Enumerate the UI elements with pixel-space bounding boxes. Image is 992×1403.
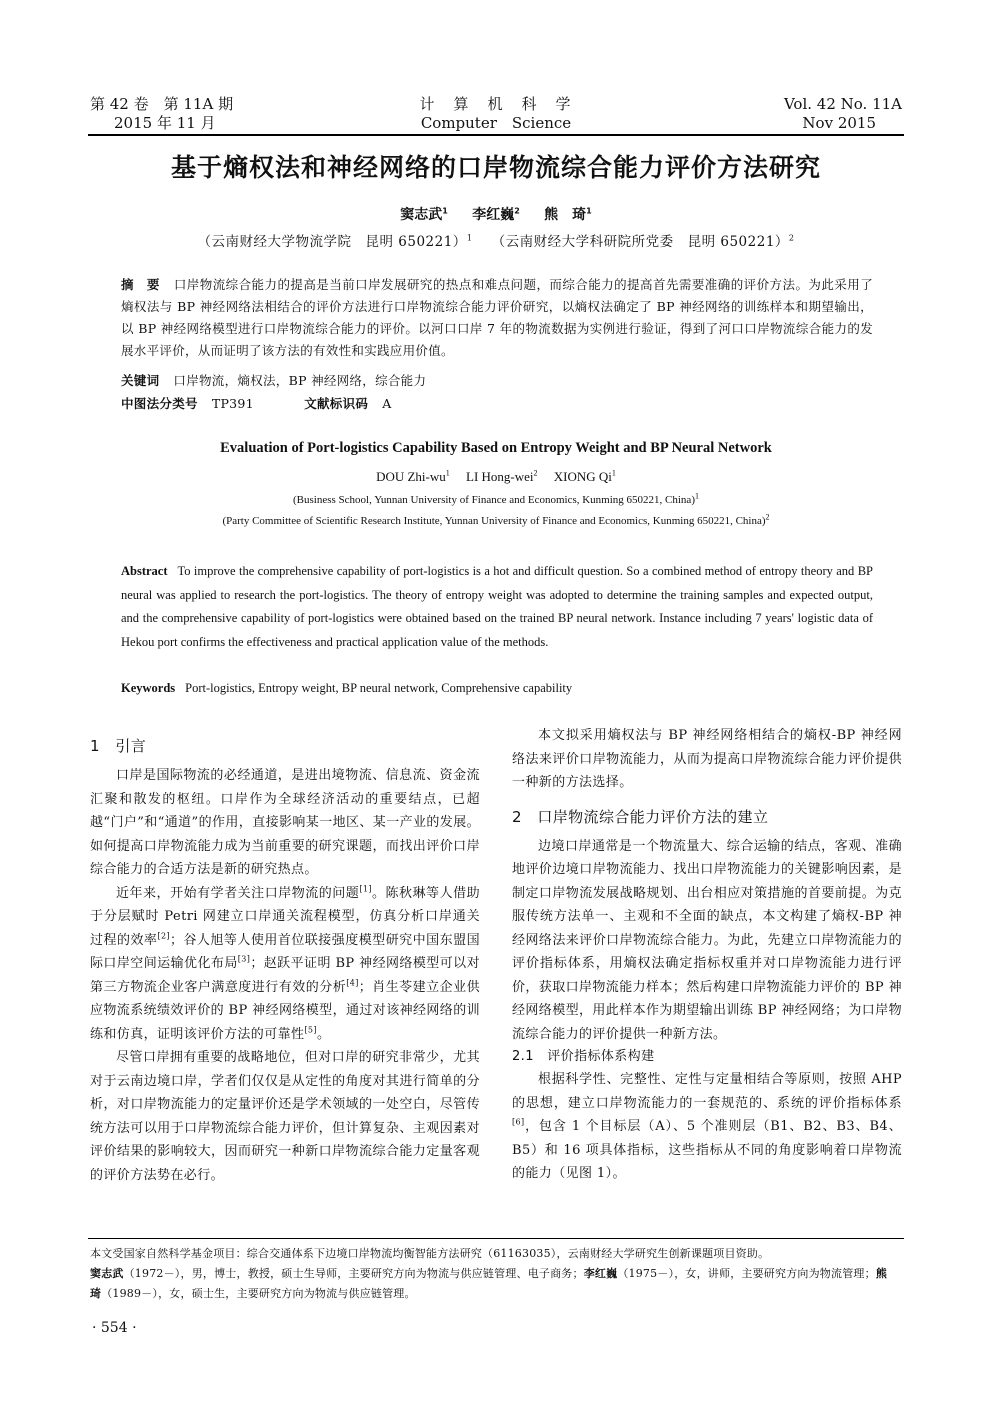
funding-note: 本文受国家自然科学基金项目：综合交通体系下边境口岸物流均衡智能方法研究（61163035），云南财经大学研究生创新课题项目资助。 [90,1247,770,1260]
author-bios: 窦志武（1972－），男，博士，教授，硕士生导师，主要研究方向为物流与供应链管理、电子商务；李红巍（1975－），女，讲师，主要研究方向为物流管理；熊 琦（1989－），女，硕士生，主要研究方向为物流与供应链管理。 [90,1267,899,1300]
header-rule [88,134,904,136]
abstract-en-label: Abstract [121,564,168,578]
affiliation: （云南财经大学科研院所党委 昆明 650221） [491,234,789,250]
abstract-en [121,560,873,654]
left-column [90,724,480,1187]
affiliation: （云南财经大学物流学院 昆明 650221） [197,234,467,250]
journal-name-en: Computer Science [420,114,572,132]
authors-cn: 窦志武$^1$ 李红巍$^2$ 熊 琦$^1$ [400,206,592,223]
keywords-cn [121,370,873,392]
paragraph: 本文拟采用熵权法与 BP 神经网络相结合的熵权-BP 神经网络法来评价口岸物流能力，从而为提高口岸物流综合能力评价提供一种新的方法选择。 [512,728,902,790]
author-name: 熊 琦 [544,207,587,223]
doc-code-label: 文献标识码 [304,396,369,411]
abstract-text: 口岸物流综合能力的提高是当前口岸发展研究的热点和难点问题，而综合能力的提高首先需要准确的评价方法。为此采用了熵权法与 BP 神经网络法相结合的评价方法进行口岸物流综合能力评价研究，以熵权法确定了 BP 神经网络的训练样本和期望输出，以 BP 神经网络模型进行口岸物流综合能力的评价。以河口口岸 7 年的物流数据为实例进行验证，得到了河口口岸物流综合能力的发展水平评价，从而证明了该方法的有效性和实践应用价值。 [121,277,874,358]
section-heading: 1 引言 [90,737,147,755]
paragraph: 根据科学性、完整性、定性与定量相结合等原则，按照 AHP 的思想，建立口岸物流能力的一套规范的、系统的评价指标体系[6]，包含 1 个目标层（A）、5 个准则层（B1、B2、B3、B4、B5）和 16 项具体指标，这些指标从不同的角度影响着口岸物流的能力（见图 1）。 [512,1072,902,1181]
journal-volume-en [700,95,902,133]
classification-line [121,393,873,415]
abstract-label: 摘 要 [121,277,160,292]
journal-name [396,95,596,133]
journal-volume-issue [90,95,290,133]
journal-name-cn: 计 算 机 科 学 [419,95,573,113]
paragraph: 边境口岸通常是一个物流量大、综合运输的结点，客观、准确地评价边境口岸物流能力、找出口岸物流能力的关键影响因素，是制定口岸物流发展战略规划、出台相应对策措施的首要前提。为克服传统方法单一、主观和不全面的缺点，本文构建了熵权-BP 神经网络法来评价口岸物流综合能力。为此，先建立口岸物流能力的评价指标体系，用熵权法确定指标权重并对口岸物流能力进行评价，获取口岸物流能力样本；然后构建口岸物流能力评价的 BP 神经网络模型，用此样本作为期望输出训练 BP 神经网络；为口岸物流综合能力的评价提供一种新方法。 [512,838,902,1042]
citation: [4] [346,978,359,988]
publication-date: 2015 年 11 月 [114,114,216,132]
citation: [3] [237,954,251,964]
volume-issue-label: 第 42 卷 第 11A 期 [90,95,234,113]
keywords-en-label: Keywords [121,681,176,695]
keywords-text: 口岸物流，熵权法，BP 神经网络，综合能力 [173,373,427,388]
affiliation-en-2: (Party Committee of Scientific Research Institute, Yunnan University of Finance and Economics, Kunming 650221, China)$^2$ [222,512,770,527]
keywords-en-text: Port-logistics, Entropy weight, BP neural network, Comprehensive capability [185,681,573,695]
author-name-en: DOU Zhi-wu [376,469,446,484]
keywords-en [121,677,873,701]
keywords-label: 关键词 [121,373,160,388]
clc-value: TP391 [211,396,254,411]
subsection-heading: 2.1 评价指标体系构建 [512,1049,655,1064]
citation: [6] [512,1117,525,1127]
citation: [2] [157,931,170,941]
author-name: 李红巍 [472,207,515,223]
doc-code-value: A [382,396,392,411]
abstract-cn [121,274,873,362]
paragraph: 近年来，开始有学者关注口岸物流的问题[1]。陈秋琳等人借助于分层赋时 Petri 网建立口岸通关流程模型，仿真分析口岸通关过程的效率[2]；谷人旭等人使用首位联接强度模型研究中国东盟国际口岸空间运输优化布局[3]；赵跃平证明 BP 神经网络模型可以对第三方物流企业客户满意度进行有效的分析[4]；肖生苓建立企业供应物流系统绩效评价的 BP 神经网络模型，通过对该神经网络的训练和仿真，证明该评价方法的可靠性[5]。 [90,884,480,1042]
footnote-rule [88,1238,904,1239]
publication-date-en: Nov 2015 [802,114,876,132]
author-name-en: LI Hong-wei [466,469,534,484]
footnote [90,1244,902,1304]
citation: [1] [359,884,372,894]
paper-title-cn: 基于熵权法和神经网络的口岸物流综合能力评价方法研究 [170,153,821,182]
paper-title-en: Evaluation of Port-logistics Capability Based on Entropy Weight and BP Neural Network [220,440,772,456]
abstract-en-text: To improve the comprehensive capability of port-logistics is a hot and difficult question. So a combined method of entropy theory and BP neural was applied to research the port-logistics. The theory of entropy weight was adopted to determine the training samples and expected output, and the comprehensive capability of port-logistics were obtained based on the trained BP neural network. Instance including 7 years' logistic data of Hekou port confirms the effectiveness and practical application value of the methods. [121,564,873,649]
right-column [512,724,902,1186]
page-number: · 554 · [92,1320,137,1336]
volume-issue-en: Vol. 42 No. 11A [783,95,902,113]
author-name: 窦志武 [400,207,443,223]
citation: [5] [304,1025,317,1035]
affiliation-en-1: (Business School, Yunnan University of Finance and Economics, Kunming 650221, China)$^1$ [293,491,699,506]
authors-en: DOU Zhi-$wu^1$ LI Hong-wei$^2$ XIONG Qi$^1$ [376,468,616,484]
affiliations-cn: （云南财经大学物流学院 昆明 650221）$^1$ （云南财经大学科研院所党委 昆明 650221）$^2$ [197,233,795,250]
paragraph: 尽管口岸拥有重要的战略地位，但对口岸的研究非常少，尤其对于云南边境口岸，学者们仅仅是从定性的角度对其进行简单的分析，对口岸物流能力的定量评价还是学术领域的一处空白，尽管传统方法可以用于口岸物流综合能力评价，但计算复杂、主观因素对评价结果的影响较大，因而研究一种新口岸物流综合能力定量客观的评价方法势在必行。 [90,1050,480,1183]
author-name-en: XIONG Qi [553,469,612,484]
clc-label: 中图法分类号 [121,396,198,411]
paragraph: 口岸是国际物流的必经通道，是进出境物流、信息流、资金流汇聚和散发的枢纽。口岸作为全球经济活动的重要结点，已超越“门户”和“通道”的作用，直接影响某一地区、某一产业的发展。如何提高口岸物流能力成为当前重要的研究课题，而找出评价口岸综合能力的合适方法是新的研究热点。 [90,768,480,877]
section-heading: 2 口岸物流综合能力评价方法的建立 [512,807,769,826]
